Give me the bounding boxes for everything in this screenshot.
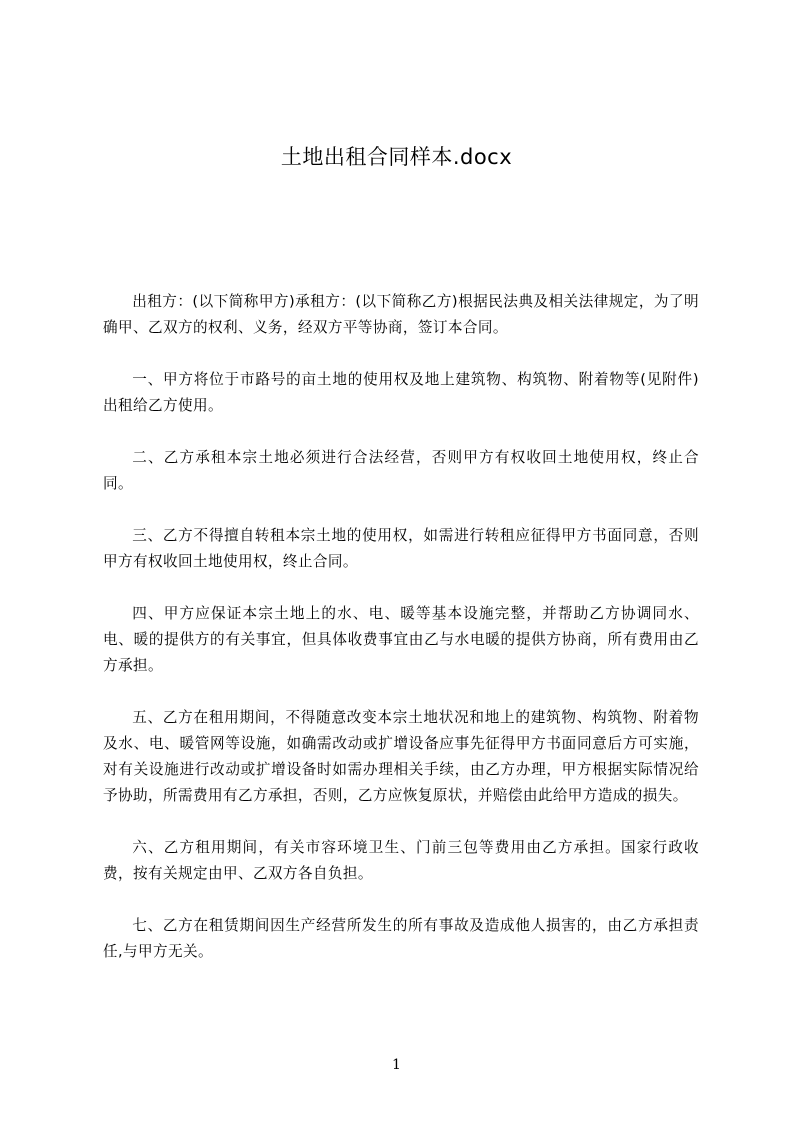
- paragraph-clause-5: 五、乙方在租用期间，不得随意改变本宗土地状况和地上的建筑物、构筑物、附着物及水、电、暖管网等设施，如确需改动或扩增设备应事先征得甲方书面同意后方可实施，对有关设施进行改动或扩增设备时如需办理相关手续，由乙方办理，甲方根据实际情况给予协助，所需费用有乙方承担，否则，乙方应恢复原状，并赔偿由此给甲方造成的损失。: [103, 709, 699, 804]
- paragraph-clause-6: 六、乙方租用期间，有关市容环境卫生、门前三包等费用由乙方承担。国家行政收费，按有关规定由甲、乙双方各自负担。: [103, 839, 699, 882]
- paragraph-clause-2: 二、乙方承租本宗土地必须进行合法经营，否则甲方有权收回土地使用权，终止合同。: [103, 449, 699, 492]
- contract-body: [103, 289, 699, 991]
- paragraph-clause-3: 三、乙方不得擅自转租本宗土地的使用权，如需进行转租应征得甲方书面同意，否则甲方有权收回土地使用权，终止合同。: [103, 527, 699, 570]
- paragraph-clause-1: 一、甲方将位于市路号的亩土地的使用权及地上建筑物、构筑物、附着物等(见附件)出租给乙方使用。: [103, 371, 699, 414]
- document-title: 土地出租合同样本.docx: [280, 145, 513, 169]
- page-number: 1: [392, 1057, 401, 1073]
- paragraph-preamble: 出租方：(以下简称甲方)承租方：(以下简称乙方)根据民法典及相关法律规定，为了明确甲、乙双方的权利、义务，经双方平等协商，签订本合同。: [103, 293, 699, 336]
- paragraph-clause-4: 四、甲方应保证本宗土地上的水、电、暖等基本设施完整，并帮助乙方协调同水、电、暖的提供方的有关事宜，但具体收费事宜由乙与水电暖的提供方协商，所有费用由乙方承担。: [103, 605, 699, 674]
- paragraph-clause-7: 七、乙方在租赁期间因生产经营所发生的所有事故及造成他人损害的，由乙方承担责任,与甲方无关。: [103, 917, 699, 960]
